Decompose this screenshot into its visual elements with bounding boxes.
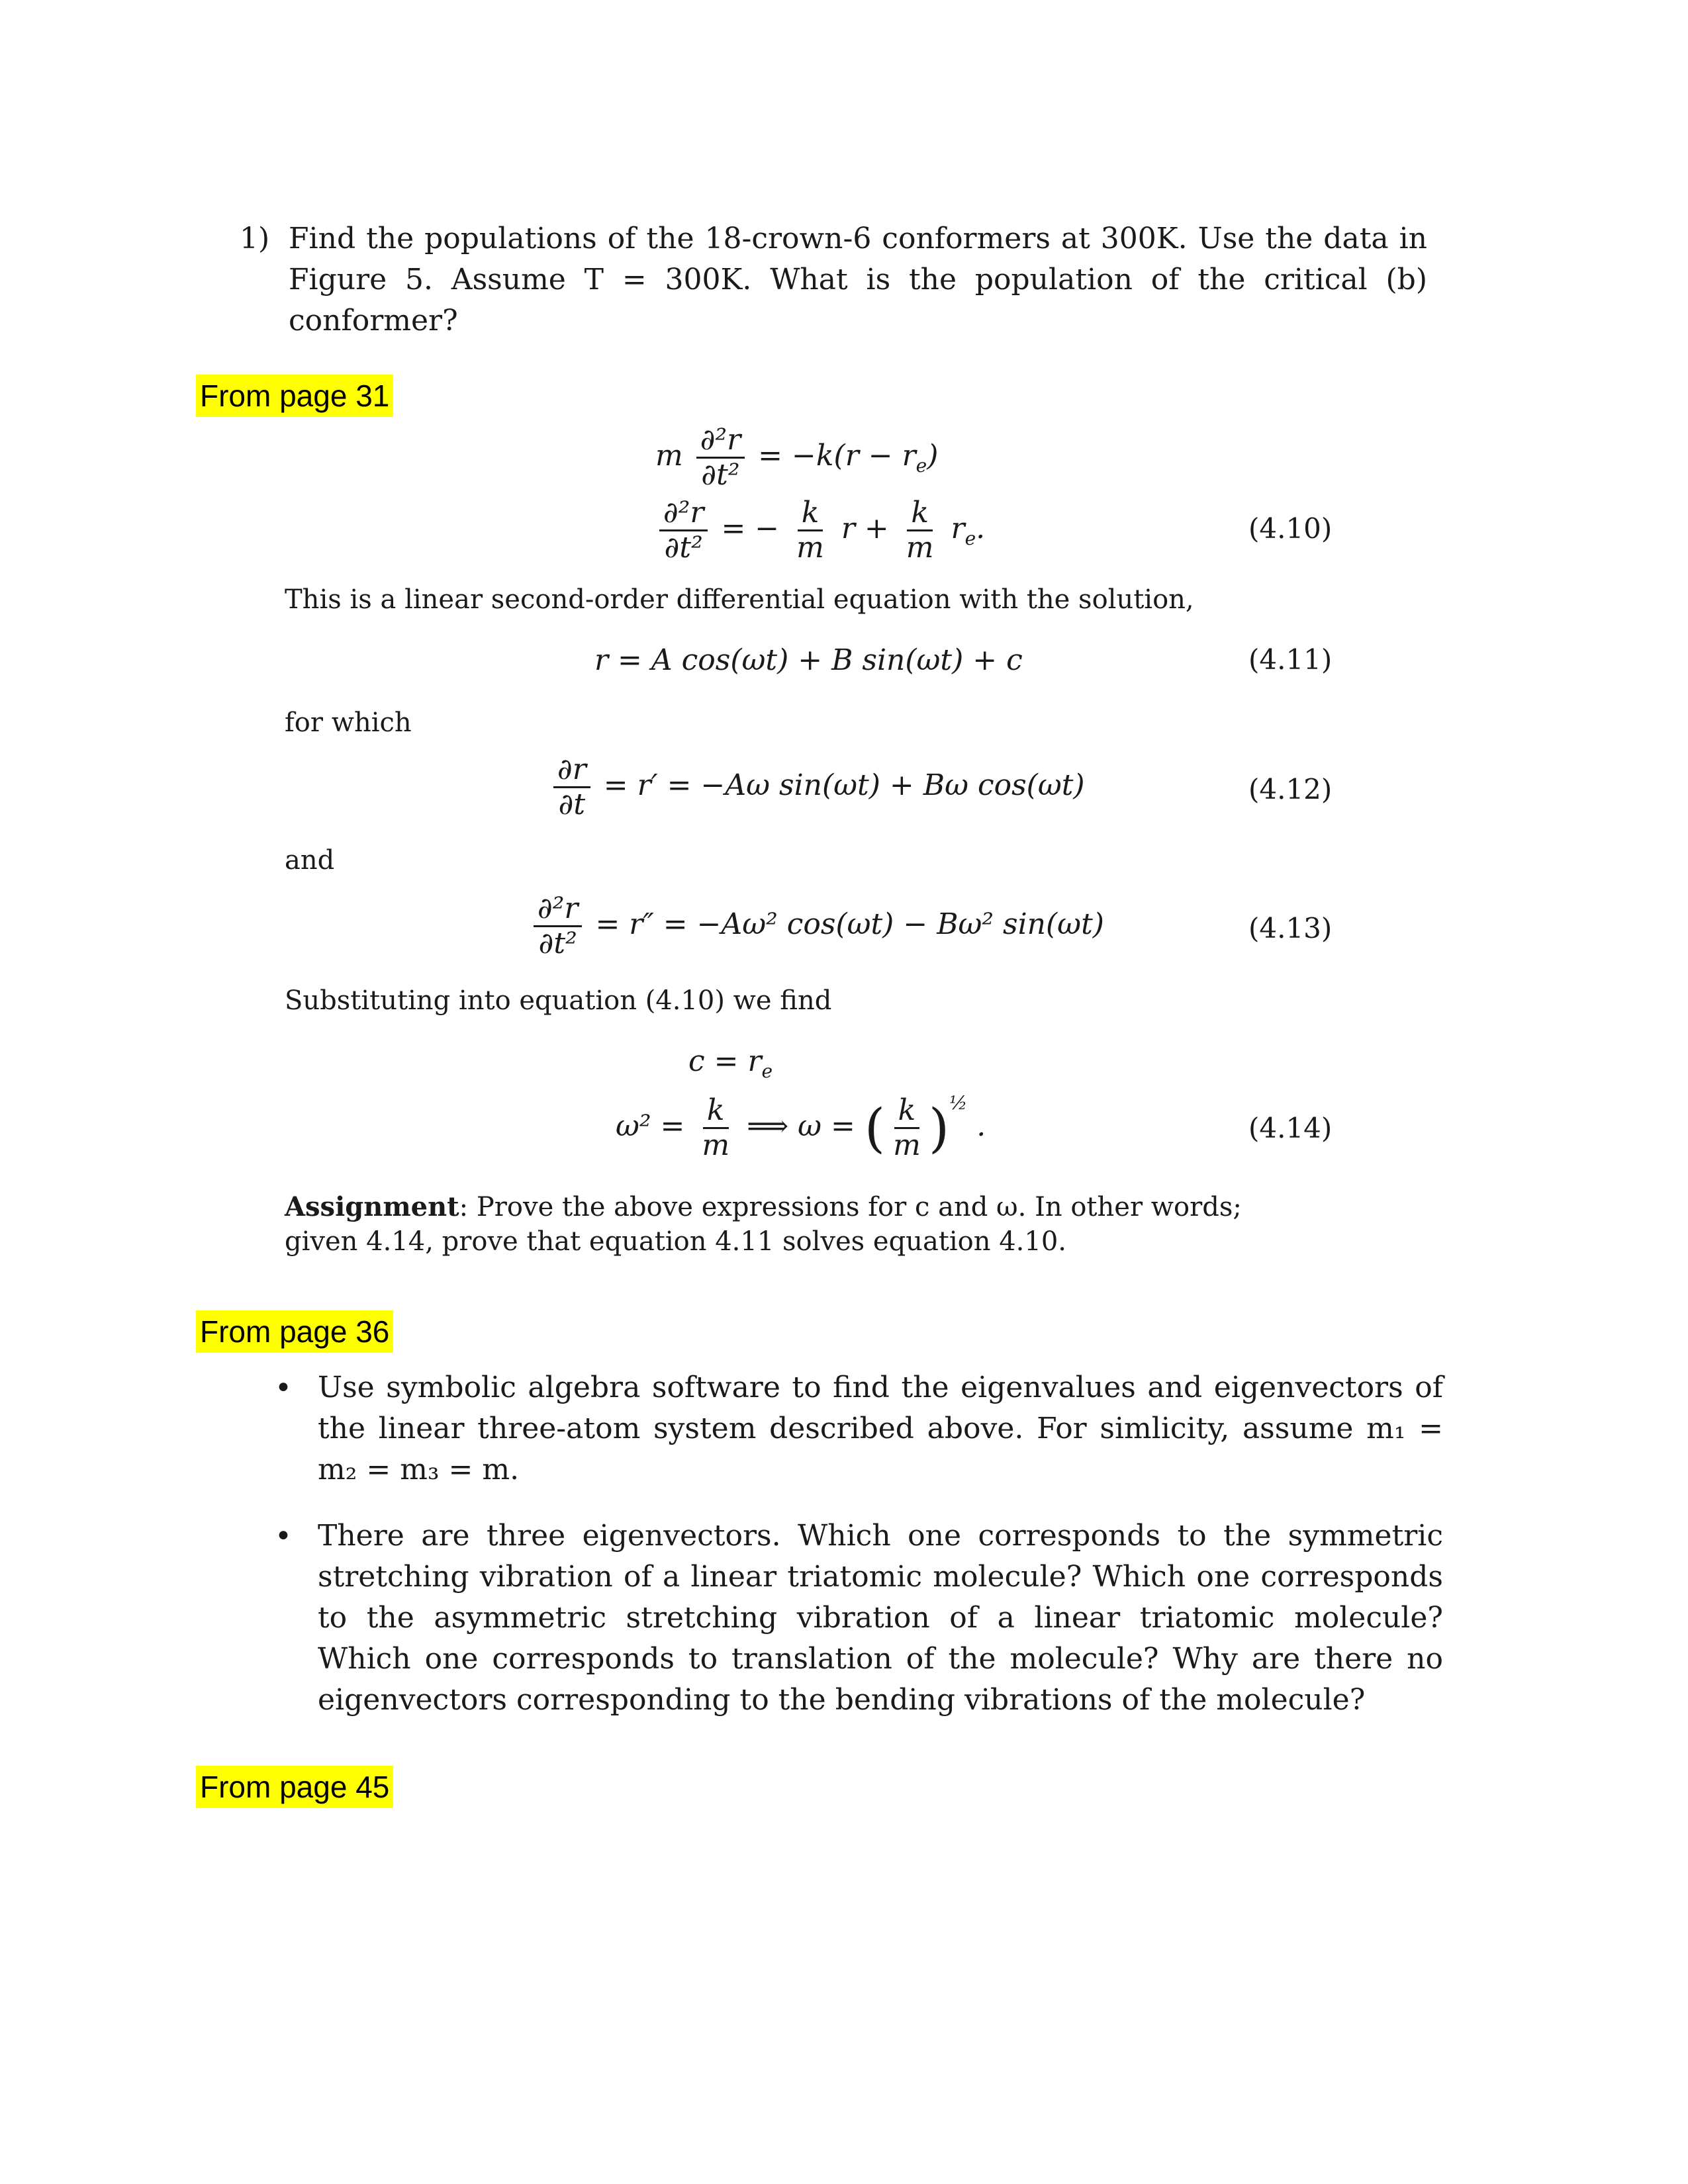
page-label-36: From page 36: [196, 1310, 393, 1353]
eq414-k-over-m: [698, 1094, 733, 1162]
equation-4-10-line-1: [655, 424, 938, 492]
assignment-text: : Prove the above expressions for c and ω. In other words; given 4.14, prove that equation 4.11 solves equation 4.10.: [285, 1192, 1242, 1257]
question-1-text: Find the populations of the 18-crown-6 conformers at 300K. Use the data in Figure 5. Assume T = 300K. What is the population of the critical (b) conformer?: [289, 222, 1427, 338]
eq410-fraction-1: [696, 424, 745, 492]
eq410-k2: k: [907, 496, 933, 531]
substituting-text: Substituting into equation (4.10) we find: [285, 985, 832, 1016]
eq410-m: m: [655, 439, 683, 473]
eq410-tail: r: [951, 512, 965, 545]
eq413-den: ∂t²: [538, 927, 577, 960]
bullet-text-1: Use symbolic algebra software to find the eigenvalues and eigenvectors of the linear three-atom system described above. For simlicity, assume m₁ = m₂ = m₃ = m.: [318, 1371, 1443, 1486]
eq410-lhs-den: ∂t²: [664, 531, 703, 565]
equation-4-11: r = A cos(ωt) + B sin(ωt) + c: [594, 643, 1023, 677]
bullet-item-1: [275, 1367, 1443, 1490]
eq412-num: ∂r: [553, 753, 590, 788]
bullet-icon: •: [275, 1371, 292, 1405]
eq410-k-over-m-2: [902, 496, 938, 565]
eq414-k: k: [703, 1094, 729, 1129]
eq410-r-plus: r +: [841, 512, 889, 545]
equation-number-4-13: (4.13): [1248, 912, 1333, 944]
eq410-k-over-m-1: [792, 496, 828, 565]
eq410-rhs-end: ): [927, 439, 939, 473]
equation-4-14-line-2: ω² = $\frac{k}{m}$ ⟹ ω = ( $\frac{k}{m}$ )$^{\frac{1}{2}}$ .: [616, 1092, 986, 1162]
eq413-rhs: = r″ = −Aω² cos(ωt) − Bω² sin(ωt): [595, 907, 1104, 941]
eq413-num: ∂²r: [534, 892, 582, 927]
eq414-exponent: ½: [949, 1092, 968, 1114]
eq410-lhs-fraction: [659, 496, 708, 565]
eq414-k2: k: [894, 1094, 920, 1129]
equation-4-10-line-2: [655, 496, 985, 565]
bullet-item-2: [275, 1516, 1443, 1721]
page-label-45: From page 45: [196, 1766, 393, 1808]
eq414-period: .: [976, 1109, 986, 1143]
equation-number-4-11: (4.11): [1248, 643, 1333, 676]
equation-4-12: [549, 753, 1085, 821]
bullet-text-2: There are three eigenvectors. Which one corresponds to the symmetric stretching vibration of a linear triatomic molecule? Which one corresponds to the asymmetric stretching vibration of a linear triatomic molecule? Which one corresponds to translation of the molecule? Why are there no eigenvectors corresponding to the bending vibrations of the molecule?: [318, 1519, 1443, 1717]
eq410-m1: m: [796, 531, 824, 565]
eq414-c-eq-r-sub: e: [761, 1060, 773, 1082]
eq414-implies: ⟹ ω =: [747, 1109, 855, 1143]
eq410-k1: k: [798, 496, 823, 531]
question-1-number: 1): [240, 222, 270, 255]
eq412-den: ∂t: [558, 788, 586, 821]
eq412-rhs: = r′ = −Aω sin(ωt) + Bω cos(ωt): [603, 768, 1085, 802]
eq414-m: m: [702, 1128, 730, 1162]
page-label-31: From page 31: [196, 375, 393, 417]
eq410-mid: = −: [721, 512, 780, 545]
eq410-numerator-1: ∂²r: [696, 424, 745, 459]
assignment-paragraph: [285, 1190, 1317, 1259]
eq414-k-over-m-2: [889, 1094, 925, 1162]
equation-number-4-12: (4.12): [1248, 773, 1333, 805]
eq414-lhs: ω² =: [616, 1109, 685, 1143]
and-text: and: [285, 845, 335, 876]
eq410-rhs: = −k(r − r: [758, 439, 916, 473]
eq410-rhs-sub: e: [915, 454, 927, 477]
eq413-fraction: [534, 892, 582, 960]
equation-number-4-10: (4.10): [1248, 512, 1333, 545]
eq414-c-eq-r: c = r: [688, 1044, 762, 1078]
equation-number-4-14: (4.14): [1248, 1112, 1333, 1144]
equation-4-13: [530, 892, 1104, 960]
eq410-period: .: [976, 512, 986, 545]
eq414-m2: m: [893, 1128, 921, 1162]
eq410-m2: m: [906, 531, 934, 565]
eq410-lhs-num: ∂²r: [659, 496, 708, 531]
eq412-fraction: [553, 753, 590, 821]
equation-4-14-line-1: [688, 1044, 773, 1082]
text-after-4-10: This is a linear second-order differential equation with the solution,: [285, 584, 1194, 615]
assignment-label: Assignment: [285, 1191, 459, 1222]
for-which-text: for which: [285, 707, 412, 738]
bullet-icon: •: [275, 1520, 292, 1553]
eq410-denominator-1: ∂t²: [701, 458, 740, 492]
eq410-tail-sub: e: [964, 527, 976, 549]
